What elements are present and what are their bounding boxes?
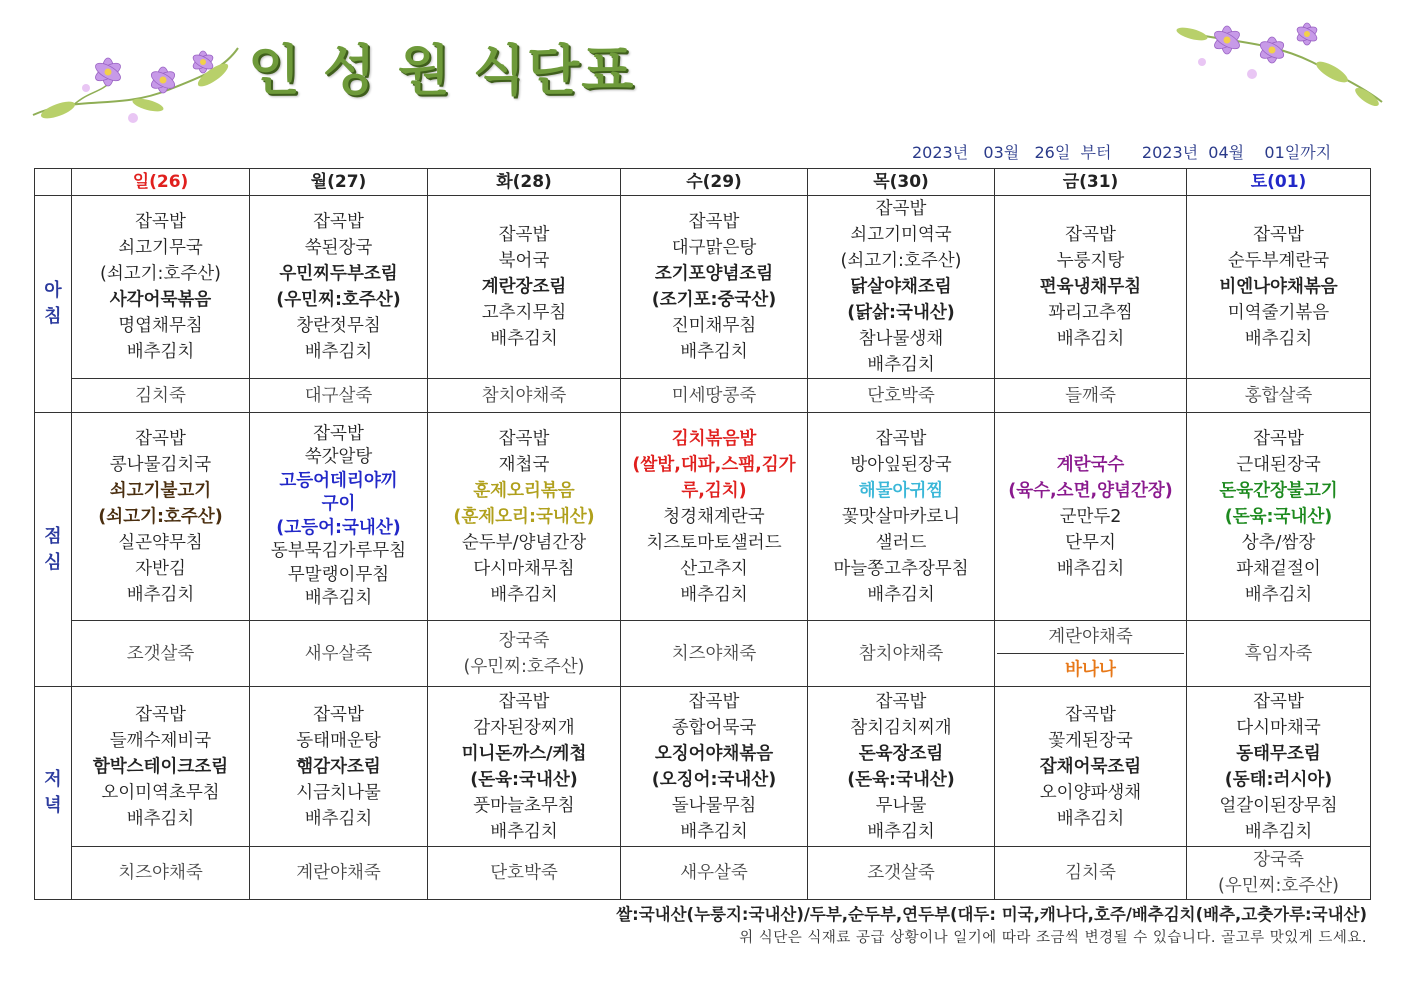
change-notice: 위 식단은 식재료 공급 상황이나 일기에 따라 조금씩 변경될 수 있습니다. 골고루 맛있게 드세요. [739,930,1367,946]
origin-notice: 쌀:국내산(누룽지:국내산)/두부,순두부,연두부(대두: 미국,캐나다,호주/배추김치(배추,고춧가루:국내산) [616,905,1367,924]
breakfast-row [35,196,1371,379]
menu-cell: 잡곡밥 콩나물김치국 쇠고기불고기 (쇠고기:호주산) 실곤약무침 자반김 배추김치 [72,413,250,621]
porridge-cell: 김치죽 [995,847,1187,900]
menu-cell: 잡곡밥 재첩국 훈제오리볶음 (훈제오리:국내산) 순두부/양념간장 다시마채무침 배추김치 [428,413,621,621]
porridge-cell: 미세땅콩죽 [621,379,808,413]
menu-table [34,168,1371,900]
fruit-extra: 바나나 [1065,660,1116,680]
porridge-cell: 흑임자죽 [1187,621,1371,687]
menu-cell: 잡곡밥 참치김치찌개 돈육장조림 (돈육:국내산) 무나물 배추김치 [808,687,995,847]
porridge-cell: 조갯살죽 [72,621,250,687]
menu-cell: 잡곡밥 종합어묵국 오징어야채볶음 (오징어:국내산) 돌나물무침 배추김치 [621,687,808,847]
day-header-tue: 화(28) [428,169,621,196]
menu-cell: 잡곡밥 동태매운탕 햄감자조림 시금치나물 배추김치 [250,687,428,847]
porridge-cell: 참치야채죽 [808,621,995,687]
menu-cell: 잡곡밥 쑥갓알탕 고등어데리야끼 구이 (고등어:국내산) 동부묵김가루무침 무말랭이무침 배추김치 [250,413,428,621]
day-header-row [35,169,1371,196]
porridge-cell: 대구살죽 [250,379,428,413]
lunch-porridge-row [35,621,1371,687]
meal-label-breakfast: 아 침 [35,196,72,413]
porridge-cell: 계란야채죽 바나나 [995,621,1187,687]
menu-cell: 잡곡밥 북어국 계란장조림 고추지무침 배추김치 [428,196,621,379]
porridge-cell: 새우살죽 [250,621,428,687]
porridge-cell: 참치야채죽 [428,379,621,413]
menu-cell: 잡곡밥 근대된장국 돈육간장불고기 (돈육:국내산) 상추/쌈장 파채겉절이 배추김치 [1187,413,1371,621]
porridge-cell: 장국죽 (우민찌:호주산) [1187,847,1371,900]
menu-cell: 잡곡밥 쑥된장국 우민찌두부조림 (우민찌:호주산) 창란젓무침 배추김치 [250,196,428,379]
porridge-cell: 단호박죽 [428,847,621,900]
day-header-sat: 토(01) [1187,169,1371,196]
porridge-cell: 조갯살죽 [808,847,995,900]
flower-decoration-left [28,40,243,135]
meal-label-dinner: 저 녁 [35,687,72,900]
menu-cell: 잡곡밥 누룽지탕 편육냉채무침 꽈리고추찜 배추김치 [995,196,1187,379]
menu-cell: 잡곡밥 쇠고기무국 (쇠고기:호주산) 사각어묵볶음 명엽채무침 배추김치 [72,196,250,379]
header-corner [35,169,72,196]
day-header-sun: 일(26) [72,169,250,196]
menu-cell: 잡곡밥 순두부계란국 비엔나야채볶음 미역줄기볶음 배추김치 [1187,196,1371,379]
day-header-wed: 수(29) [621,169,808,196]
porridge-cell: 단호박죽 [808,379,995,413]
porridge-cell: 계란야채죽 [250,847,428,900]
menu-cell: 잡곡밥 쇠고기미역국 (쇠고기:호주산) 닭살야채조림 (닭삵:국내산) 참나물생채 배추김치 [808,196,995,379]
porridge-cell: 들깨죽 [995,379,1187,413]
menu-cell: 김치볶음밥 (쌀밥,대파,스팸,김가 루,김치) 청경채계란국 치즈토마토샐러드 산고추지 배추김치 [621,413,808,621]
day-header-thu: 목(30) [808,169,995,196]
day-header-fri: 금(31) [995,169,1187,196]
page-title: 인 성 원 식단표 [248,39,636,102]
flower-decoration-right [1172,12,1387,107]
day-header-mon: 월(27) [250,169,428,196]
lunch-row [35,413,1371,621]
porridge-cell: 장국죽 (우민찌:호주산) [428,621,621,687]
porridge-cell: 치즈야채죽 [621,621,808,687]
porridge-cell: 새우살죽 [621,847,808,900]
porridge-cell: 치즈야채죽 [72,847,250,900]
porridge-cell: 홍합살죽 [1187,379,1371,413]
menu-cell: 잡곡밥 다시마채국 동태무조림 (동태:러시아) 얼갈이된장무침 배추김치 [1187,687,1371,847]
menu-period: 2023년 03월 26일 부터 2023년 04월 01일까지 [912,143,1332,162]
menu-cell: 잡곡밥 방아잎된장국 해물아귀찜 꽃맛살마카로니 샐러드 마늘쫑고추장무침 배추김치 [808,413,995,621]
menu-cell: 잡곡밥 대구맑은탕 조기포양념조림 (조기포:중국산) 진미채무침 배추김치 [621,196,808,379]
porridge-cell: 김치죽 [72,379,250,413]
menu-cell: 계란국수 (육수,소면,양념간장) 군만두2 단무지 배추김치 [995,413,1187,621]
dinner-row [35,687,1371,847]
menu-cell: 잡곡밥 감자된장찌개 미니돈까스/케첩 (돈육:국내산) 풋마늘초무침 배추김치 [428,687,621,847]
breakfast-porridge-row [35,379,1371,413]
meal-label-lunch: 점 심 [35,413,72,687]
menu-cell: 잡곡밥 들깨수제비국 함박스테이크조림 오이미역초무침 배추김치 [72,687,250,847]
menu-cell: 잡곡밥 꽃게된장국 잡채어묵조림 오이양파생채 배추김치 [995,687,1187,847]
dinner-porridge-row [35,847,1371,900]
